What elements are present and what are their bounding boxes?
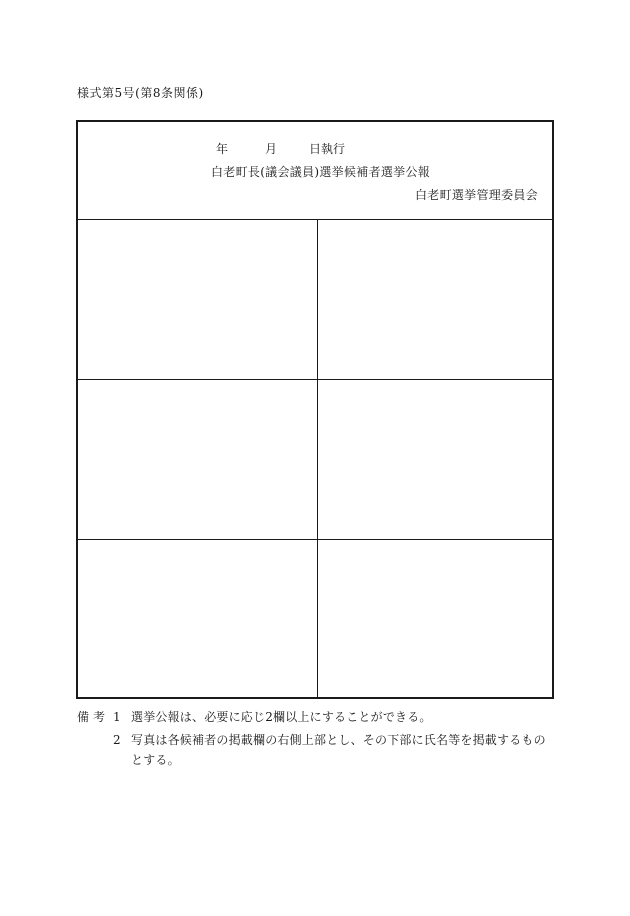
remark-number: 1 [113, 710, 121, 724]
bulletin-header [78, 122, 552, 220]
candidate-cell [78, 540, 317, 697]
remark-text: 写真は各候補者の掲載欄の右側上部とし、その下部に氏名等を掲載するものとする。 [131, 733, 546, 767]
remark-text: 選挙公報は、必要に応じ2欄以上にすることができる。 [131, 710, 432, 724]
issuer-name: 白老町選挙管理委員会 [414, 188, 538, 202]
bulletin-title: 白老町長(議会議員)選挙候補者選挙公報 [211, 165, 431, 179]
candidate-cell [78, 219, 317, 379]
election-bulletin-form [76, 120, 554, 699]
candidate-grid [78, 219, 552, 697]
date-month-label: 月 [265, 142, 278, 156]
date-year-label: 年 [216, 142, 229, 156]
candidate-cell [78, 380, 317, 539]
remark-item [77, 730, 557, 770]
remark-item [77, 707, 557, 727]
date-day-label: 日執行 [309, 142, 346, 156]
candidate-cell [318, 540, 552, 697]
remarks-heading: 備考 [77, 710, 110, 724]
candidate-cell [318, 219, 552, 379]
candidate-cell [318, 380, 552, 539]
form-number-label: 様式第5号(第8条関係) [77, 86, 204, 100]
remarks-section [77, 707, 557, 770]
remark-number: 2 [113, 733, 121, 747]
